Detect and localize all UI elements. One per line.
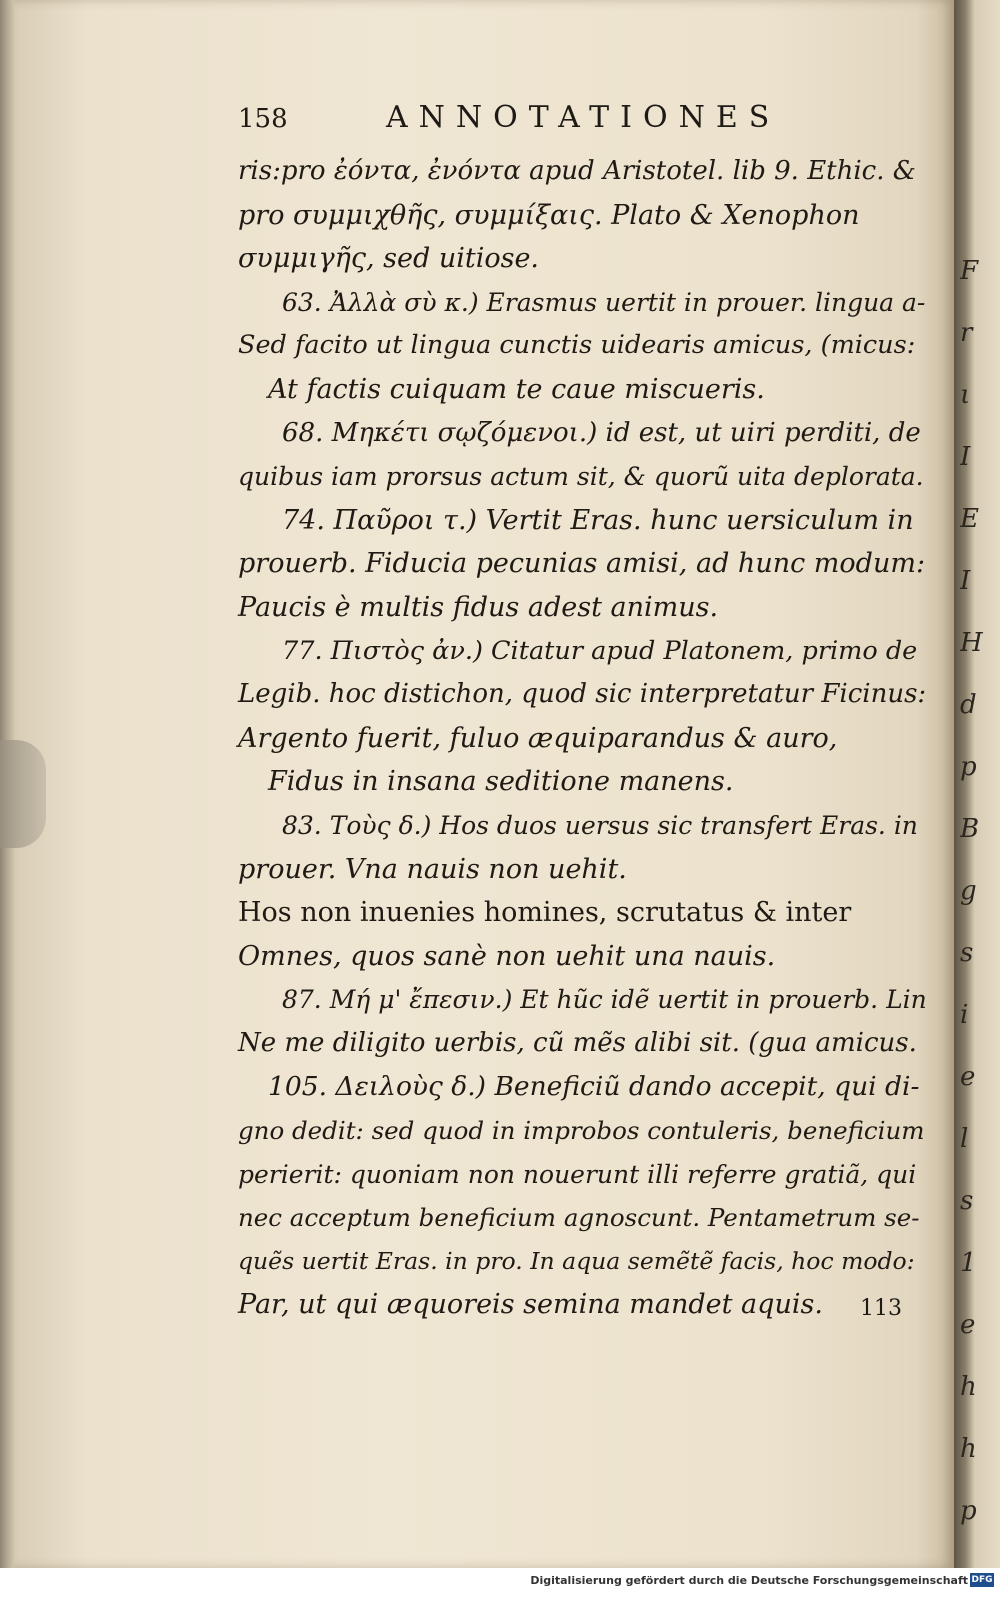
facing-fragment: h bbox=[960, 1434, 977, 1464]
facing-fragment: p bbox=[960, 752, 977, 782]
facing-fragment: ι bbox=[960, 380, 971, 410]
facing-fragment: F bbox=[960, 256, 979, 286]
facing-fragment: h bbox=[960, 1372, 977, 1402]
facing-fragment: p bbox=[960, 1496, 977, 1526]
facing-page-fragments bbox=[960, 240, 1000, 1542]
catchword: 113 bbox=[860, 1296, 902, 1321]
text-line: 74. Παῦροι τ.) Vertit Eras. hunc uersiculum in bbox=[282, 504, 914, 536]
text-line: prouerb. Fiducia pecunias amisi, ad hunc modum: bbox=[238, 548, 926, 580]
text-line: 68. Μηκέτι σῳζόμενοι.) id est, ut uiri perditi, de bbox=[282, 417, 921, 448]
facing-fragment: H bbox=[960, 628, 983, 658]
facing-fragment: g bbox=[960, 876, 977, 906]
text-line: 83. Τοὺς δ.) Hos duos uersus sic transfert Eras. in bbox=[282, 810, 918, 840]
body-text bbox=[238, 150, 927, 1327]
facing-fragment: d bbox=[960, 690, 977, 720]
text-line: ris:pro ἐόντα, ἐνόντα apud Aristotel. lib 9. Ethic. & bbox=[238, 156, 916, 186]
verse-line: Ne me diligito uerbis, cũ mẽs alibi sit. (gua amicus. bbox=[238, 1027, 917, 1058]
facing-fragment: i bbox=[960, 1000, 969, 1030]
facing-fragment: s bbox=[960, 938, 974, 968]
page-clip bbox=[0, 740, 46, 848]
facing-fragment: l bbox=[960, 1124, 969, 1154]
dfg-logo: DFG bbox=[971, 1575, 993, 1585]
text-line: perierit: quoniam non nouerunt illi referre gratiã, qui bbox=[238, 1159, 917, 1189]
facing-fragment: e bbox=[960, 1062, 976, 1092]
text-line: Sed facito ut lingua cunctis uidearis amicus, (micus: bbox=[238, 330, 916, 361]
text-line: quibus iam prorsus actum sit, & quorũ uita deplorata. bbox=[238, 462, 924, 492]
text-line: prouer. Vna nauis non uehit. bbox=[238, 853, 627, 885]
facing-fragment: r bbox=[960, 318, 973, 348]
verse-line: Par, ut qui æquoreis semina mandet aquis. bbox=[238, 1289, 823, 1321]
facing-fragment: I bbox=[960, 442, 971, 472]
facing-fragment: E bbox=[960, 504, 979, 534]
page-header bbox=[238, 100, 781, 140]
text-line: nec acceptum beneficium agnoscunt. Pentametrum se- bbox=[238, 1203, 920, 1233]
text-line: quẽs uertit Eras. in pro. In aqua semẽtẽ facis, hoc modo: bbox=[238, 1246, 915, 1275]
page-number: 158 bbox=[238, 104, 288, 134]
running-title: ANNOTATIONES bbox=[386, 100, 781, 135]
verse-line: Fidus in insana seditione manens. bbox=[268, 766, 734, 798]
facing-fragment: s bbox=[960, 1186, 974, 1216]
facing-fragment: 1 bbox=[960, 1248, 977, 1278]
text-line: 87. Μή μ' ἔπεσιν.) Et hũc idẽ uertit in prouerb. Lin bbox=[282, 985, 927, 1015]
facing-fragment: B bbox=[960, 814, 980, 844]
verse-line: At factis cuiquam te caue miscueris. bbox=[268, 373, 765, 405]
facing-fragment: I bbox=[960, 566, 971, 596]
funding-credit: Digitalisierung gefördert durch die Deutsche Forschungsgemeinschaft bbox=[530, 1574, 968, 1587]
text-line: συμμιγῆς, sed uitiose. bbox=[238, 243, 540, 275]
text-line: gno dedit: sed quod in improbos contuleris, beneficium bbox=[238, 1116, 925, 1146]
text-line: 105. Δειλοὺς δ.) Beneficiũ dando accepit, qui di- bbox=[268, 1071, 920, 1103]
text-line: 77. Πιστὸς ἀν.) Citatur apud Platonem, primo de bbox=[282, 635, 918, 666]
verse-line: Argento fuerit, fuluo æquiparandus & auro, bbox=[238, 722, 838, 754]
verse-line: Omnes, quos sanè non uehit una nauis. bbox=[238, 940, 776, 972]
text-line: 63. Ἀλλὰ σὺ κ.) Erasmus uertit in prouer. lingua a- bbox=[282, 287, 926, 317]
text-line: Legib. hoc distichon, quod sic interpretatur Ficinus: bbox=[238, 679, 927, 710]
verse-line: Paucis è multis fidus adest animus. bbox=[238, 591, 719, 623]
verse-line: Hos non inuenies homines, scrutatus & inter bbox=[238, 897, 852, 929]
facing-fragment: e bbox=[960, 1310, 976, 1340]
text-line: pro συμμιχθῆς, συμμίξαις. Plato & Xenophon bbox=[238, 199, 860, 231]
